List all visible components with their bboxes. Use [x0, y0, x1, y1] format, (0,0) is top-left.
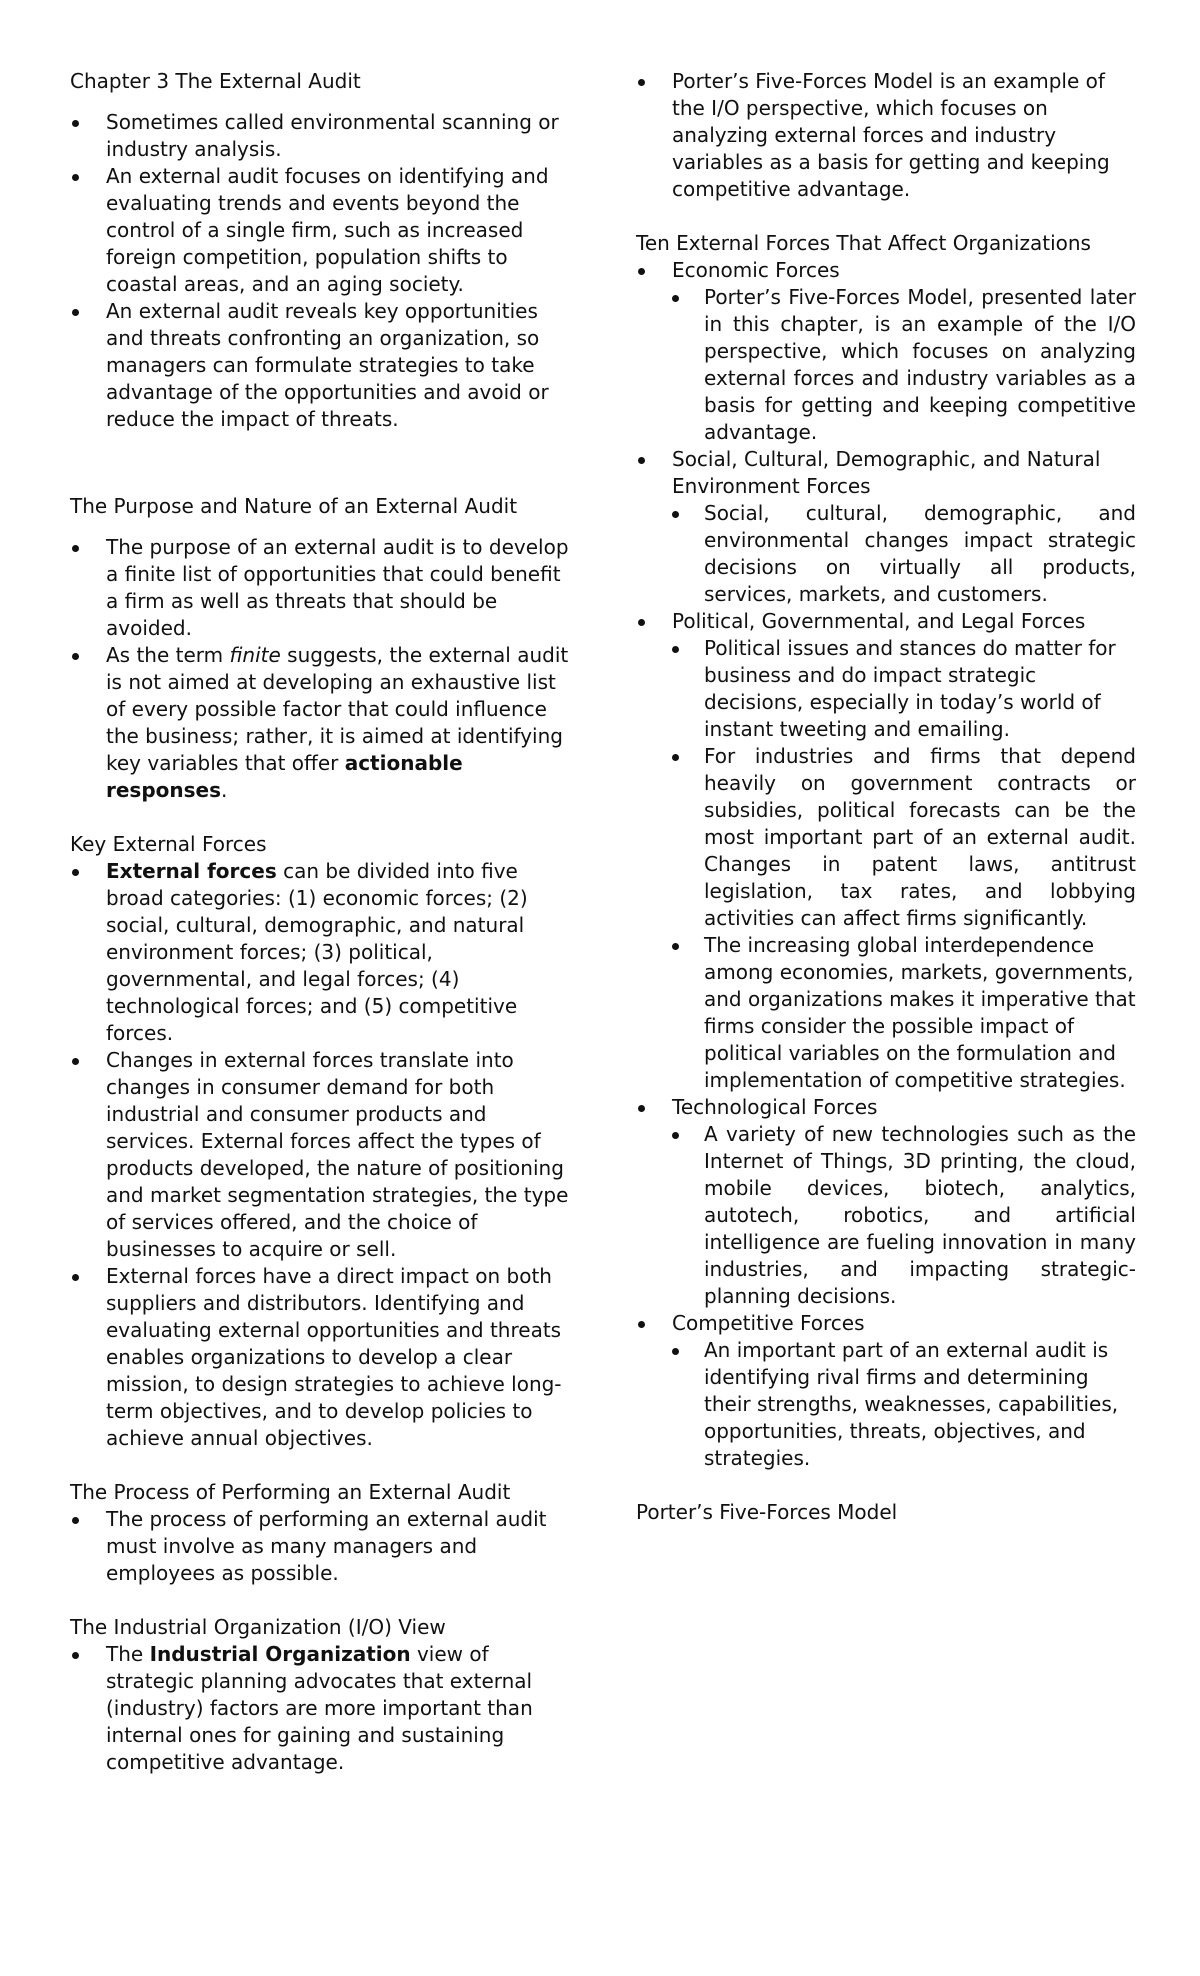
- force-item-technological: Technological Forces: [636, 1094, 1136, 1121]
- right-column: [636, 68, 1136, 1526]
- bullet-icon: [72, 653, 79, 660]
- bullet-icon: [672, 1132, 679, 1139]
- bullet-icon: [638, 619, 645, 626]
- bullet-icon: [638, 268, 645, 275]
- list-item: The Industrial Organization view of strategic planning advocates that external (industry) factors are more important than internal ones for gaining and sustaining competitive advantage.: [70, 1641, 570, 1776]
- list-item: An external audit focuses on identifying and evaluating trends and events beyond the control of a single firm, such as increased foreign competition, population shifts to coastal areas, and an aging society.: [70, 163, 570, 298]
- chapter-title: Chapter 3 The External Audit: [70, 69, 361, 93]
- list-item: External forces can be divided into five broad categories: (1) economic forces; (2) social, cultural, demographic, and natural environment forces; (3) political, governmental, and legal forces; (4) technological forces; and (5) competitive forces.: [70, 858, 570, 1047]
- social-sub-list: [670, 500, 1136, 608]
- list-item: The process of performing an external audit must involve as many managers and employees as possible.: [70, 1506, 570, 1587]
- list-item: External forces have a direct impact on both suppliers and distributors. Identifying and evaluating external opportunities and threats enables organizations to develop a clear mission, to design strategies to achieve long-term objectives, and to develop policies to achieve annual objectives.: [70, 1263, 570, 1452]
- process-heading: The Process of Performing an External Audit: [70, 1480, 511, 1504]
- porter-model-heading: Porter’s Five-Forces Model: [636, 1500, 898, 1524]
- list-item: The increasing global interdependence among economies, markets, governments, and organizations makes it imperative that firms consider the possible impact of political variables on the formulation and implementation of competitive strategies.: [670, 932, 1136, 1094]
- emphasis-finite: finite: [229, 643, 281, 667]
- list-item: The purpose of an external audit is to develop a finite list of opportunities that could benefit a firm as well as threats that should be avoided.: [70, 534, 570, 642]
- io-view-bullet-list: [70, 1641, 570, 1776]
- left-column: [70, 68, 570, 1776]
- bullet-icon: [72, 869, 79, 876]
- bullet-icon: [72, 120, 79, 127]
- technological-sub-list: [670, 1121, 1136, 1310]
- list-item: Changes in external forces translate into changes in consumer demand for both industrial and consumer products and services. External forces affect the types of products developed, the nature of positioning and market segmentation strategies, the type of services offered, and the choice of businesses to acquire or sell.: [70, 1047, 570, 1263]
- force-item-competitive: Competitive Forces: [636, 1310, 1136, 1337]
- force-item-economic: Economic Forces: [636, 257, 1136, 284]
- list-item: For industries and firms that depend heavily on government contracts or subsidies, political forecasts can be the most important part of an external audit. Changes in patent laws, antitrust legislation, tax rates, and lobbying activities can affect firms significantly.: [670, 743, 1136, 932]
- list-item: As the term finite suggests, the external audit is not aimed at developing an exhaustive list of every possible factor that could influence the business; rather, it is aimed at identifying key variables that offer actionable responses.: [70, 642, 570, 804]
- bullet-icon: [72, 1058, 79, 1065]
- list-item: Social, cultural, demographic, and environmental changes impact strategic decisions on virtually all products, services, markets, and customers.: [670, 500, 1136, 608]
- emphasis-industrial-organization: Industrial Organization: [149, 1642, 411, 1666]
- process-bullet-list: [70, 1506, 570, 1587]
- bullet-icon: [672, 943, 679, 950]
- emphasis-external-forces: External forces: [106, 859, 277, 883]
- bullet-icon: [672, 1348, 679, 1355]
- bullet-icon: [72, 1274, 79, 1281]
- bullet-icon: [72, 1652, 79, 1659]
- bullet-icon: [672, 754, 679, 761]
- list-item: Porter’s Five-Forces Model, presented later in this chapter, is an example of the I/O perspective, which focuses on analyzing external forces and industry variables as a basis for getting and keeping competitive advantage.: [670, 284, 1136, 446]
- bullet-icon: [672, 295, 679, 302]
- list-item: A variety of new technologies such as the Internet of Things, 3D printing, the cloud, mobile devices, biotech, analytics, autotech, robotics, and artificial intelligence are fueling innovation in many industries, and impacting strategic-planning decisions.: [670, 1121, 1136, 1310]
- bullet-icon: [672, 511, 679, 518]
- emphasis-actionable-responses: actionable responses: [106, 751, 463, 802]
- bullet-icon: [638, 1105, 645, 1112]
- bullet-icon: [638, 79, 645, 86]
- force-item-social: Social, Cultural, Demographic, and Natural Environment Forces: [636, 446, 1136, 500]
- ten-forces-list: [636, 257, 1136, 284]
- bullet-icon: [638, 457, 645, 464]
- competitive-sub-list: [670, 1337, 1136, 1472]
- key-forces-bullet-list: [70, 858, 570, 1452]
- bullet-icon: [638, 1321, 645, 1328]
- ten-forces-heading: Ten External Forces That Affect Organizations: [636, 231, 1091, 255]
- bullet-icon: [72, 309, 79, 316]
- purpose-bullet-list: [70, 534, 570, 804]
- political-sub-list: [670, 635, 1136, 1094]
- economic-sub-list: [670, 284, 1136, 446]
- list-item: An external audit reveals key opportunities and threats confronting an organization, so managers can formulate strategies to take advantage of the opportunities and avoid or reduce the impact of threats.: [70, 298, 570, 433]
- purpose-heading: The Purpose and Nature of an External Audit: [70, 494, 518, 518]
- list-item: Sometimes called environmental scanning or industry analysis.: [70, 109, 570, 163]
- list-item: An important part of an external audit is identifying rival firms and determining their strengths, weaknesses, capabilities, opportunities, threats, objectives, and strategies.: [670, 1337, 1136, 1472]
- list-item: Porter’s Five-Forces Model is an example of the I/O perspective, which focuses on analyzing external forces and industry variables as a basis for getting and keeping competitive advantage.: [636, 68, 1136, 203]
- key-forces-heading: Key External Forces: [70, 832, 267, 856]
- bullet-icon: [672, 646, 679, 653]
- bullet-icon: [72, 545, 79, 552]
- list-item: Political issues and stances do matter for business and do impact strategic decisions, especially in today’s world of instant tweeting and emailing.: [670, 635, 1136, 743]
- bullet-icon: [72, 1517, 79, 1524]
- intro-bullet-list: [70, 109, 570, 433]
- porter-intro-list: [636, 68, 1136, 203]
- bullet-icon: [72, 174, 79, 181]
- force-item-political: Political, Governmental, and Legal Forces: [636, 608, 1136, 635]
- io-view-heading: The Industrial Organization (I/O) View: [70, 1615, 446, 1639]
